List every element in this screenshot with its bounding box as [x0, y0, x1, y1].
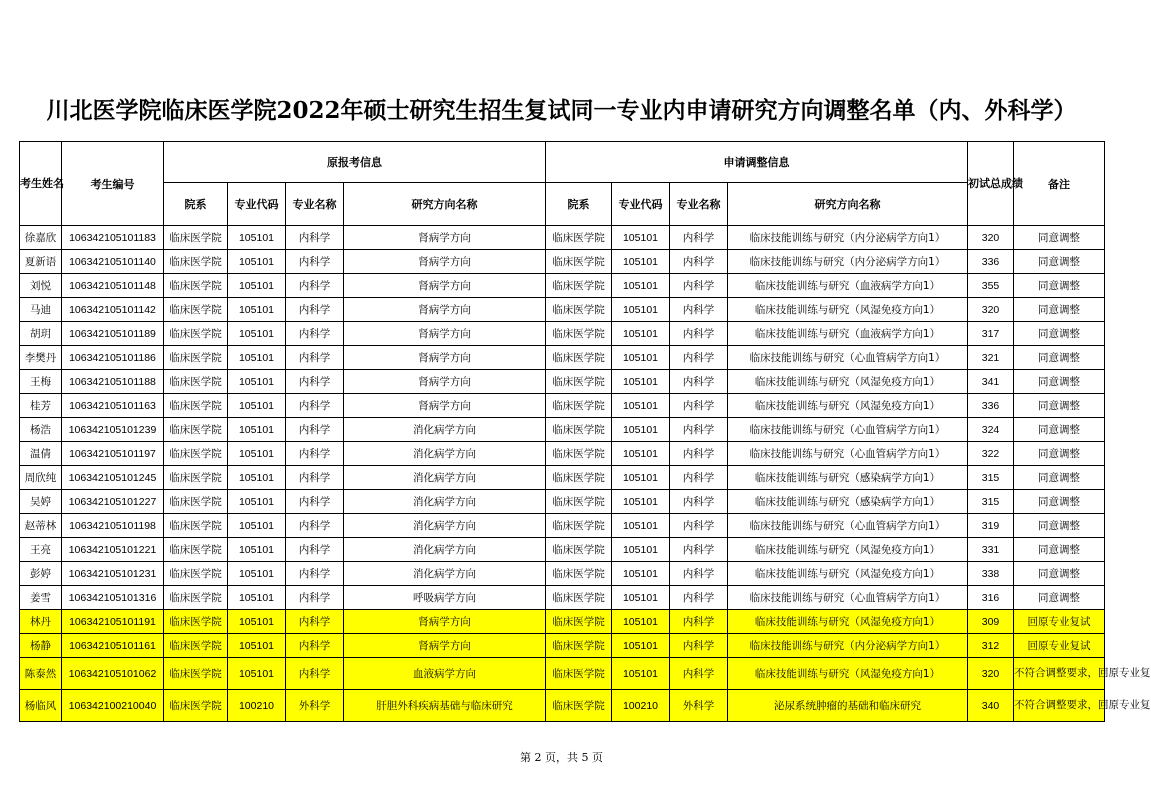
- cell-major-name: 内科学: [286, 298, 344, 322]
- cell-name: 李樊丹: [20, 346, 62, 370]
- cell-name: 彭婷: [20, 562, 62, 586]
- cell-score: 317: [968, 322, 1014, 346]
- cell-direction: 消化病学方向: [344, 442, 546, 466]
- cell-major-name: 内科学: [286, 634, 344, 658]
- cell-major-name: 内科学: [286, 538, 344, 562]
- cell-adjusted-direction: 临床技能训练与研究（感染病学方向1）: [728, 466, 968, 490]
- cell-score: 316: [968, 586, 1014, 610]
- cell-dept: 临床医学院: [164, 346, 228, 370]
- table-row: [20, 514, 1105, 538]
- cell-dept: 临床医学院: [164, 490, 228, 514]
- table-row: [20, 490, 1105, 514]
- cell-adjusted-major-code: 105101: [612, 658, 670, 690]
- cell-name: 杨临风: [20, 690, 62, 722]
- cell-dept: 临床医学院: [164, 658, 228, 690]
- cell-adjusted-major-name: 内科学: [670, 562, 728, 586]
- header-adjusted-major-name: 专业名称: [670, 183, 728, 226]
- header-adjusted-group: 申请调整信息: [546, 142, 968, 183]
- cell-remark: 不符合调整要求，回原专业复: [1014, 690, 1105, 722]
- cell-direction: 消化病学方向: [344, 490, 546, 514]
- cell-adjusted-major-name: 内科学: [670, 418, 728, 442]
- header-original-group: 原报考信息: [164, 142, 546, 183]
- cell-remark: 同意调整: [1014, 466, 1105, 490]
- cell-direction: 肾病学方向: [344, 394, 546, 418]
- cell-adjusted-major-code: 105101: [612, 586, 670, 610]
- cell-major-name: 内科学: [286, 250, 344, 274]
- cell-adjusted-major-code: 105101: [612, 466, 670, 490]
- cell-name: 吴婷: [20, 490, 62, 514]
- cell-adjusted-dept: 临床医学院: [546, 442, 612, 466]
- cell-dept: 临床医学院: [164, 274, 228, 298]
- cell-score: 322: [968, 442, 1014, 466]
- cell-adjusted-major-code: 105101: [612, 346, 670, 370]
- cell-adjusted-direction: 临床技能训练与研究（心血管病学方向1）: [728, 418, 968, 442]
- cell-exam-id: 106342105101183: [62, 226, 164, 250]
- cell-adjusted-direction: 临床技能训练与研究（风湿免疫方向1）: [728, 562, 968, 586]
- cell-direction: 肝胆外科疾病基础与临床研究: [344, 690, 546, 722]
- cell-score: 340: [968, 690, 1014, 722]
- cell-major-name: 内科学: [286, 490, 344, 514]
- cell-name: 陈泰然: [20, 658, 62, 690]
- cell-dept: 临床医学院: [164, 442, 228, 466]
- cell-major-name: 内科学: [286, 586, 344, 610]
- header-direction: 研究方向名称: [344, 183, 546, 226]
- cell-remark: 回原专业复试: [1014, 634, 1105, 658]
- header-score: 初试总成绩: [968, 142, 1014, 226]
- cell-major-code: 105101: [228, 442, 286, 466]
- cell-major-code: 105101: [228, 418, 286, 442]
- table-row: [20, 394, 1105, 418]
- table-row: [20, 274, 1105, 298]
- table-row: [20, 370, 1105, 394]
- cell-remark: 同意调整: [1014, 250, 1105, 274]
- table-row: [20, 658, 1105, 690]
- cell-adjusted-major-code: 105101: [612, 514, 670, 538]
- cell-exam-id: 106342105101227: [62, 490, 164, 514]
- cell-name: 赵蒂林: [20, 514, 62, 538]
- table-row: [20, 322, 1105, 346]
- cell-exam-id: 106342100210040: [62, 690, 164, 722]
- header-major-code: 专业代码: [228, 183, 286, 226]
- cell-exam-id: 106342105101221: [62, 538, 164, 562]
- cell-major-code: 105101: [228, 586, 286, 610]
- cell-major-code: 105101: [228, 346, 286, 370]
- cell-adjusted-major-code: 105101: [612, 250, 670, 274]
- cell-adjusted-major-code: 105101: [612, 562, 670, 586]
- cell-score: 324: [968, 418, 1014, 442]
- cell-major-name: 外科学: [286, 690, 344, 722]
- cell-adjusted-major-name: 外科学: [670, 690, 728, 722]
- cell-major-name: 内科学: [286, 610, 344, 634]
- cell-major-code: 105101: [228, 322, 286, 346]
- cell-dept: 临床医学院: [164, 394, 228, 418]
- cell-name: 杨浩: [20, 418, 62, 442]
- cell-adjusted-direction: 临床技能训练与研究（血液病学方向1）: [728, 322, 968, 346]
- header-adjusted-dept: 院系: [546, 183, 612, 226]
- cell-remark: 同意调整: [1014, 226, 1105, 250]
- cell-major-name: 内科学: [286, 466, 344, 490]
- cell-adjusted-direction: 临床技能训练与研究（风湿免疫方向1）: [728, 658, 968, 690]
- cell-adjusted-direction: 临床技能训练与研究（风湿免疫方向1）: [728, 370, 968, 394]
- cell-major-code: 105101: [228, 250, 286, 274]
- cell-exam-id: 106342105101231: [62, 562, 164, 586]
- cell-dept: 临床医学院: [164, 226, 228, 250]
- cell-major-name: 内科学: [286, 370, 344, 394]
- cell-major-name: 内科学: [286, 514, 344, 538]
- cell-direction: 消化病学方向: [344, 562, 546, 586]
- cell-remark: 同意调整: [1014, 514, 1105, 538]
- cell-major-code: 105101: [228, 226, 286, 250]
- cell-remark: 同意调整: [1014, 418, 1105, 442]
- cell-adjusted-major-name: 内科学: [670, 610, 728, 634]
- cell-adjusted-dept: 临床医学院: [546, 610, 612, 634]
- cell-major-code: 105101: [228, 274, 286, 298]
- cell-exam-id: 106342105101316: [62, 586, 164, 610]
- cell-score: 309: [968, 610, 1014, 634]
- cell-adjusted-major-code: 105101: [612, 490, 670, 514]
- cell-adjusted-dept: 临床医学院: [546, 370, 612, 394]
- cell-adjusted-major-name: 内科学: [670, 490, 728, 514]
- cell-adjusted-dept: 临床医学院: [546, 658, 612, 690]
- table-row: [20, 466, 1105, 490]
- cell-name: 周欣纯: [20, 466, 62, 490]
- table-row: [20, 586, 1105, 610]
- adjustment-table: [19, 141, 1151, 722]
- header-adjusted-major-code: 专业代码: [612, 183, 670, 226]
- cell-remark: 同意调整: [1014, 394, 1105, 418]
- table-row: [20, 250, 1105, 274]
- cell-dept: 临床医学院: [164, 690, 228, 722]
- cell-exam-id: 106342105101188: [62, 370, 164, 394]
- cell-adjusted-major-name: 内科学: [670, 442, 728, 466]
- header-dept: 院系: [164, 183, 228, 226]
- cell-name: 胡玥: [20, 322, 62, 346]
- cell-adjusted-major-name: 内科学: [670, 298, 728, 322]
- cell-name: 夏新语: [20, 250, 62, 274]
- cell-adjusted-major-code: 100210: [612, 690, 670, 722]
- cell-exam-id: 106342105101161: [62, 634, 164, 658]
- cell-major-code: 105101: [228, 514, 286, 538]
- cell-major-name: 内科学: [286, 442, 344, 466]
- cell-adjusted-major-name: 内科学: [670, 586, 728, 610]
- cell-major-code: 105101: [228, 466, 286, 490]
- cell-name: 刘悦: [20, 274, 62, 298]
- table-body: [20, 226, 1151, 722]
- cell-remark: 同意调整: [1014, 538, 1105, 562]
- cell-major-code: 105101: [228, 610, 286, 634]
- cell-adjusted-dept: 临床医学院: [546, 322, 612, 346]
- cell-major-name: 内科学: [286, 394, 344, 418]
- cell-adjusted-direction: 临床技能训练与研究（风湿免疫方向1）: [728, 298, 968, 322]
- cell-exam-id: 106342105101140: [62, 250, 164, 274]
- cell-direction: 消化病学方向: [344, 466, 546, 490]
- cell-dept: 临床医学院: [164, 514, 228, 538]
- cell-name: 徐嘉欣: [20, 226, 62, 250]
- cell-adjusted-major-name: 内科学: [670, 634, 728, 658]
- cell-exam-id: 106342105101191: [62, 610, 164, 634]
- cell-adjusted-major-code: 105101: [612, 370, 670, 394]
- cell-dept: 临床医学院: [164, 298, 228, 322]
- cell-dept: 临床医学院: [164, 610, 228, 634]
- cell-remark: 同意调整: [1014, 346, 1105, 370]
- cell-adjusted-dept: 临床医学院: [546, 466, 612, 490]
- cell-exam-id: 106342105101142: [62, 298, 164, 322]
- cell-adjusted-major-name: 内科学: [670, 226, 728, 250]
- header-exam-id: 考生编号: [62, 142, 164, 226]
- cell-direction: 肾病学方向: [344, 322, 546, 346]
- cell-dept: 临床医学院: [164, 322, 228, 346]
- cell-adjusted-direction: 临床技能训练与研究（内分泌病学方向1）: [728, 226, 968, 250]
- cell-adjusted-major-code: 105101: [612, 298, 670, 322]
- cell-score: 320: [968, 658, 1014, 690]
- cell-exam-id: 106342105101163: [62, 394, 164, 418]
- cell-remark: 不符合调整要求，回原专业复: [1014, 658, 1105, 690]
- cell-adjusted-major-name: 内科学: [670, 250, 728, 274]
- cell-dept: 临床医学院: [164, 538, 228, 562]
- cell-adjusted-major-name: 内科学: [670, 274, 728, 298]
- cell-adjusted-major-code: 105101: [612, 538, 670, 562]
- header-major-name: 专业名称: [286, 183, 344, 226]
- table-row: [20, 346, 1105, 370]
- cell-adjusted-dept: 临床医学院: [546, 490, 612, 514]
- table-row: [20, 538, 1105, 562]
- cell-direction: 肾病学方向: [344, 298, 546, 322]
- cell-adjusted-dept: 临床医学院: [546, 586, 612, 610]
- cell-major-name: 内科学: [286, 418, 344, 442]
- cell-dept: 临床医学院: [164, 418, 228, 442]
- cell-adjusted-direction: 临床技能训练与研究（风湿免疫方向1）: [728, 610, 968, 634]
- cell-major-name: 内科学: [286, 562, 344, 586]
- cell-major-code: 105101: [228, 490, 286, 514]
- cell-name: 马迪: [20, 298, 62, 322]
- cell-remark: 同意调整: [1014, 562, 1105, 586]
- cell-major-code: 100210: [228, 690, 286, 722]
- cell-adjusted-direction: 临床技能训练与研究（风湿免疫方向1）: [728, 394, 968, 418]
- cell-adjusted-dept: 临床医学院: [546, 274, 612, 298]
- cell-direction: 肾病学方向: [344, 610, 546, 634]
- cell-adjusted-direction: 临床技能训练与研究（心血管病学方向1）: [728, 346, 968, 370]
- cell-adjusted-direction: 泌尿系统肿瘤的基础和临床研究: [728, 690, 968, 722]
- cell-adjusted-dept: 临床医学院: [546, 562, 612, 586]
- cell-direction: 肾病学方向: [344, 634, 546, 658]
- cell-score: 355: [968, 274, 1014, 298]
- cell-major-code: 105101: [228, 634, 286, 658]
- table-row: [20, 610, 1105, 634]
- cell-remark: 同意调整: [1014, 322, 1105, 346]
- cell-dept: 临床医学院: [164, 250, 228, 274]
- cell-score: 336: [968, 250, 1014, 274]
- cell-score: 338: [968, 562, 1014, 586]
- cell-adjusted-direction: 临床技能训练与研究（心血管病学方向1）: [728, 514, 968, 538]
- cell-adjusted-direction: 临床技能训练与研究（内分泌病学方向1）: [728, 250, 968, 274]
- cell-adjusted-direction: 临床技能训练与研究（心血管病学方向1）: [728, 586, 968, 610]
- page-title: 川北医学院临床医学院2022年硕士研究生招生复试同一专业内申请研究方向调整名单（内、外科学）: [46, 97, 1077, 124]
- cell-adjusted-dept: 临床医学院: [546, 346, 612, 370]
- cell-direction: 血液病学方向: [344, 658, 546, 690]
- cell-dept: 临床医学院: [164, 466, 228, 490]
- cell-exam-id: 106342105101198: [62, 514, 164, 538]
- cell-exam-id: 106342105101062: [62, 658, 164, 690]
- cell-exam-id: 106342105101148: [62, 274, 164, 298]
- cell-remark: 同意调整: [1014, 298, 1105, 322]
- cell-adjusted-dept: 临床医学院: [546, 538, 612, 562]
- cell-adjusted-dept: 临床医学院: [546, 634, 612, 658]
- table-row: [20, 442, 1105, 466]
- table-row: [20, 562, 1105, 586]
- table-row: [20, 298, 1105, 322]
- cell-major-name: 内科学: [286, 658, 344, 690]
- cell-adjusted-major-code: 105101: [612, 610, 670, 634]
- cell-adjusted-major-code: 105101: [612, 274, 670, 298]
- cell-name: 桂芳: [20, 394, 62, 418]
- cell-direction: 消化病学方向: [344, 538, 546, 562]
- cell-remark: 同意调整: [1014, 370, 1105, 394]
- cell-adjusted-major-name: 内科学: [670, 346, 728, 370]
- cell-adjusted-major-name: 内科学: [670, 370, 728, 394]
- cell-score: 320: [968, 226, 1014, 250]
- cell-dept: 临床医学院: [164, 370, 228, 394]
- cell-exam-id: 106342105101239: [62, 418, 164, 442]
- cell-score: 331: [968, 538, 1014, 562]
- cell-adjusted-dept: 临床医学院: [546, 250, 612, 274]
- cell-remark: 同意调整: [1014, 274, 1105, 298]
- cell-adjusted-major-name: 内科学: [670, 322, 728, 346]
- cell-adjusted-direction: 临床技能训练与研究（内分泌病学方向1）: [728, 634, 968, 658]
- cell-exam-id: 106342105101189: [62, 322, 164, 346]
- cell-direction: 肾病学方向: [344, 226, 546, 250]
- cell-exam-id: 106342105101186: [62, 346, 164, 370]
- cell-adjusted-direction: 临床技能训练与研究（心血管病学方向1）: [728, 442, 968, 466]
- cell-major-name: 内科学: [286, 226, 344, 250]
- cell-name: 姜雪: [20, 586, 62, 610]
- cell-major-code: 105101: [228, 562, 286, 586]
- cell-adjusted-major-name: 内科学: [670, 466, 728, 490]
- cell-adjusted-dept: 临床医学院: [546, 418, 612, 442]
- header-remark: 备注: [1014, 142, 1105, 226]
- cell-exam-id: 106342105101245: [62, 466, 164, 490]
- cell-adjusted-direction: 临床技能训练与研究（感染病学方向1）: [728, 490, 968, 514]
- cell-adjusted-dept: 临床医学院: [546, 690, 612, 722]
- cell-major-code: 105101: [228, 658, 286, 690]
- cell-score: 315: [968, 466, 1014, 490]
- cell-score: 315: [968, 490, 1014, 514]
- cell-adjusted-direction: 临床技能训练与研究（血液病学方向1）: [728, 274, 968, 298]
- cell-dept: 临床医学院: [164, 634, 228, 658]
- table-row: [20, 418, 1105, 442]
- header-adjusted-direction: 研究方向名称: [728, 183, 968, 226]
- cell-adjusted-dept: 临床医学院: [546, 298, 612, 322]
- cell-major-name: 内科学: [286, 274, 344, 298]
- page-footer: 第 2 页，共 5 页: [520, 751, 603, 764]
- cell-direction: 呼吸病学方向: [344, 586, 546, 610]
- cell-name: 王梅: [20, 370, 62, 394]
- cell-major-code: 105101: [228, 298, 286, 322]
- header-name: 考生姓名: [20, 142, 62, 226]
- cell-adjusted-major-name: 内科学: [670, 658, 728, 690]
- cell-direction: 消化病学方向: [344, 514, 546, 538]
- cell-dept: 临床医学院: [164, 586, 228, 610]
- cell-adjusted-major-code: 105101: [612, 418, 670, 442]
- cell-direction: 肾病学方向: [344, 250, 546, 274]
- cell-adjusted-dept: 临床医学院: [546, 226, 612, 250]
- cell-major-code: 105101: [228, 370, 286, 394]
- cell-score: 336: [968, 394, 1014, 418]
- cell-major-name: 内科学: [286, 346, 344, 370]
- cell-adjusted-major-name: 内科学: [670, 538, 728, 562]
- cell-exam-id: 106342105101197: [62, 442, 164, 466]
- cell-score: 341: [968, 370, 1014, 394]
- cell-major-code: 105101: [228, 394, 286, 418]
- cell-adjusted-dept: 临床医学院: [546, 394, 612, 418]
- cell-score: 312: [968, 634, 1014, 658]
- table-row: [20, 634, 1105, 658]
- cell-adjusted-major-name: 内科学: [670, 514, 728, 538]
- cell-direction: 肾病学方向: [344, 370, 546, 394]
- cell-major-name: 内科学: [286, 322, 344, 346]
- cell-score: 320: [968, 298, 1014, 322]
- cell-direction: 消化病学方向: [344, 418, 546, 442]
- table-row: [20, 226, 1105, 250]
- cell-score: 319: [968, 514, 1014, 538]
- cell-adjusted-major-name: 内科学: [670, 394, 728, 418]
- cell-remark: 同意调整: [1014, 586, 1105, 610]
- cell-adjusted-major-code: 105101: [612, 634, 670, 658]
- cell-adjusted-major-code: 105101: [612, 226, 670, 250]
- cell-major-code: 105101: [228, 538, 286, 562]
- cell-dept: 临床医学院: [164, 562, 228, 586]
- cell-adjusted-major-code: 105101: [612, 394, 670, 418]
- cell-name: 林丹: [20, 610, 62, 634]
- cell-direction: 肾病学方向: [344, 346, 546, 370]
- cell-name: 王亮: [20, 538, 62, 562]
- table-row: [20, 690, 1105, 722]
- cell-adjusted-dept: 临床医学院: [546, 514, 612, 538]
- cell-remark: 回原专业复试: [1014, 610, 1105, 634]
- cell-remark: 同意调整: [1014, 490, 1105, 514]
- cell-name: 温倩: [20, 442, 62, 466]
- cell-remark: 同意调整: [1014, 442, 1105, 466]
- cell-name: 杨静: [20, 634, 62, 658]
- cell-direction: 肾病学方向: [344, 274, 546, 298]
- cell-score: 321: [968, 346, 1014, 370]
- cell-adjusted-major-code: 105101: [612, 442, 670, 466]
- cell-adjusted-direction: 临床技能训练与研究（风湿免疫方向1）: [728, 538, 968, 562]
- cell-adjusted-major-code: 105101: [612, 322, 670, 346]
